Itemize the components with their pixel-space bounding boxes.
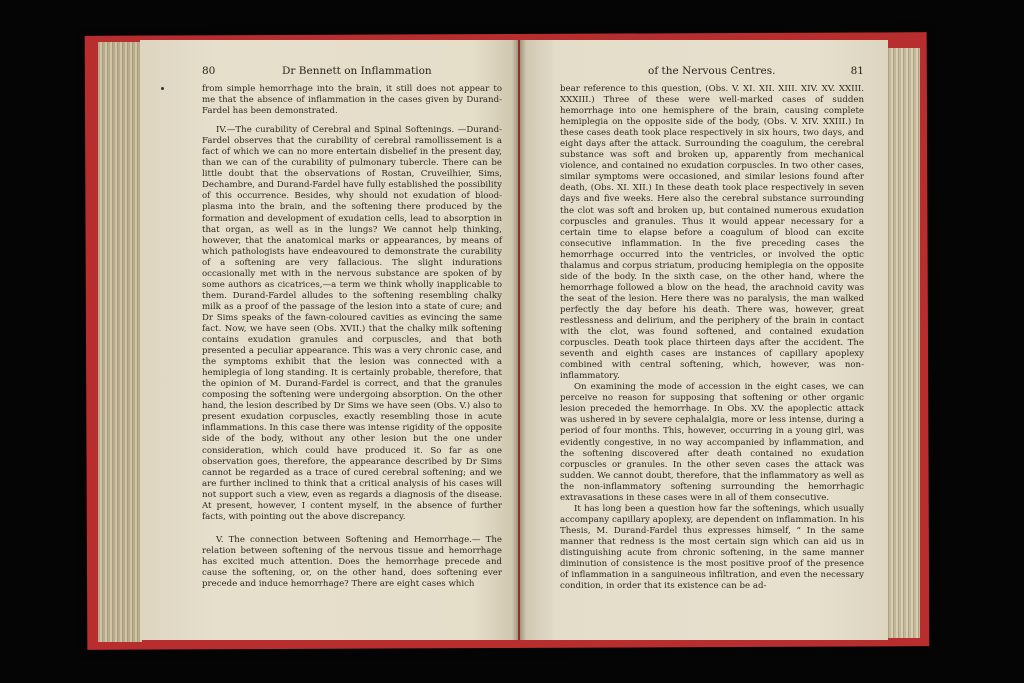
paragraph: On examining the mode of accession in the eight cases, we can perceive no reason for supposing that softening or other organic lesion preceded the hemorrhage. In Obs. XV. the apoplectic attack was ushered in by severe cephalalgia, more or less intense, during a period of four months. This, however, occurring in a young girl, was evidently congestive, in no way accompanied by inflammation, and the softening discovered after death contained no exudation corpuscles or granules. In the other seven cases the attack was sudden. We cannot doubt, therefore, that the inflammatory as well as the non-inflammatory softening surrounding the hemorrhagic extravasations in these cases were in all of them consecutive. xyxy=(560,382,864,503)
left-page-number: 80 xyxy=(202,65,216,77)
book-gutter xyxy=(512,40,526,640)
paragraph: IV.—The curability of Cerebral and Spinal Softenings. —Durand-Fardel observes that the curability of cerebral ramollissement is a fact of which we can no more entertain disbelief in the present day, than we can of the curability of pulmonary tubercle. There can be little doubt that the observations of Rostan, Cruveilhier, Sims, Dechambre, and Durand-Fardel have fully established the possibility of this occurrence. Besides, why should not exudation of blood-plasma into the brain, and the softening there produced by the formation and development of exudation cells, lead to absorption in that organ, as well as in the lungs? We cannot help thinking, however, that the anatomical marks or appearances, by means of which pathologists have endeavoured to demonstrate the curability of a softening are very fallacious. The slight indurations occasionally met with in the nervous substance are spoken of by some authors as cicatrices,—a term we think wholly inapplicable to them. Durand-Fardel alludes to the softening resembling chalky milk as a proof of the passage of the lesion into a state of cure; and Dr Sims speaks of the fawn-coloured cavities as evincing the same fact. Now, we have seen (Obs. XVII.) that the chalky milk softening contains exudation granules and corpuscles, and that both presented a peculiar appearance. This was a very chronic case, and the symptoms exhibit that the lesion was connected with a hemiplegia of long standing. It is certainly probable, therefore, that the opinion of M. Durand-Fardel is correct, and that the granules composing the softening were undergoing absorption. On the other hand, the lesion described by Dr Sims we have seen (Obs. V.) also to present exudation corpuscles, exactly resembling those in acute inflammations. In this case there was intense rigidity of the opposite side of the body, without any other lesion but the one under consideration, which could have produced it. So far as one observation goes, therefore, the appearance described by Dr Sims cannot be regarded as a trace of cured cerebral softening; and we are further inclined to think that a critical analysis of his cases will not support such a view, even as regards a diagnosis of the disease. At present, however, I content myself, in the absence of further facts, with pointing out the above discrepancy. xyxy=(202,125,502,522)
left-page-header xyxy=(202,64,502,78)
right-page-header xyxy=(560,64,864,78)
right-page xyxy=(520,40,888,640)
right-running-head: of the Nervous Centres. xyxy=(648,65,776,77)
page-edges-left xyxy=(98,42,142,642)
paragraph: It has long been a question how far the softenings, which usually accompany capillary apoplexy, are dependent on inflammation. In his Thesis, M. Durand-Fardel thus expresses himself, “ In the same manner that redness is the most certain sign which can aid us in distinguishing acute from chronic softening, in the same manner diminution of consistence is the most positive proof of the presence of inflammation in a sanguineous infiltration, and even the necessary condition, in order that its existence can be ad- xyxy=(560,503,864,592)
page-edges-right xyxy=(884,48,920,638)
right-page-body xyxy=(560,84,864,592)
left-page xyxy=(140,40,518,640)
paragraph: from simple hemorrhage into the brain, it still does not appear to me that the absence of inflammation in the cases given by Durand-Fardel has been demonstrated. xyxy=(202,84,502,117)
ink-spot xyxy=(161,87,164,90)
paragraph: V. The connection between Softening and Hemorrhage.— The relation between softening of the nervous tissue and hemorrhage has excited much attention. Does the hemorrhage precede and cause the softening, or, on the other hand, does softening ever precede and induce hemorrhage? There are eight cases which xyxy=(202,534,502,590)
left-running-head: Dr Bennett on Inflammation xyxy=(282,65,432,77)
paragraph: bear reference to this question, (Obs. V. XI. XII. XIII. XIV. XV. XXIII. XXXIII.) Three of these were well-marked cases of sudden hemorrhage into one hemisphere of the brain, causing complete hemiplegia on the opposite side of the body, (Obs. V. XIV. XXIII.) In these cases death took place respectively in six hours, two days, and eight days after the attack. Surrounding the coagulum, the cerebral substance was soft and broken up, apparently from mechanical violence, and contained no exudation corpuscles. In two other cases, similar symptoms were occasioned, and similar lesions found after death, (Obs. XI. XII.) In these death took place respectively in seven days and five weeks. Here also the cerebral substance surrounding the clot was soft and broken up, but contained numerous exudation corpuscles and granules. Thus it would appear necessary for a certain time to elapse before a coagulum of blood can excite consecutive inflammation. In the five preceding cases the hemorrhage occurred into the ventricles, or involved the optic thalamus and corpus striatum, producing hemiplegia on the opposite side of the body. In the sixth case, on the other hand, where the hemorrhage followed a blow on the head, the arachnoid cavity was the seat of the lesion. Here there was no paralysis, the man walked perfectly the day before his death. There was, however, great restlessness and delirium, and the periphery of the brain in contact with the clot, was found softened, and contained exudation corpuscles. Death took place thirteen days after the accident. The seventh and eighth cases are instances of capillary apoplexy combined with central softening, which, however, was non-inflammatory. xyxy=(560,84,864,382)
left-page-body xyxy=(202,84,502,590)
right-page-number: 81 xyxy=(850,65,864,77)
